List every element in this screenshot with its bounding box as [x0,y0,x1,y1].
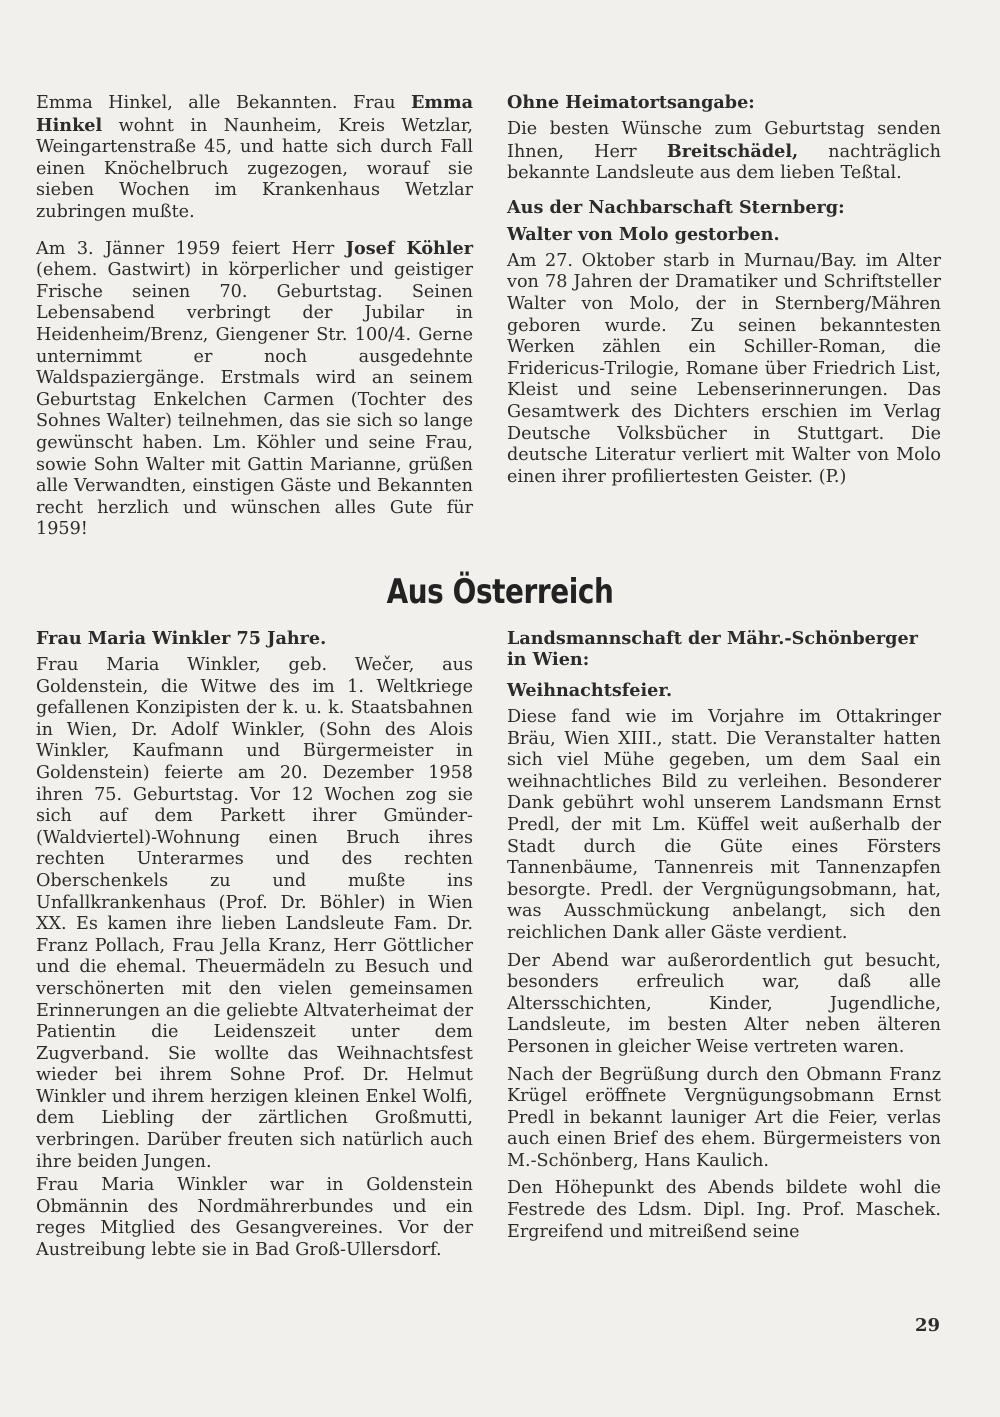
paragraph-josef-koehler: Am 3. Jänner 1959 feiert Herr Josef Köhler (ehem. Gastwirt) in körperlicher und geistiger Frische seinen 70. Geburtstag. Seinen Lebensabend verbringt der Jubilar in Heidenheim/Brenz, Giengener Str. 100/4. Gerne unternimmt er noch ausgedehnte Waldspaziergänge. Erstmals wird an seinem Geburtstag Enkelchen Carmen (Tochter des Sohnes Walter) teilnehmen, das sie sich so lange gewünscht haben. Lm. Köhler und seine Frau, sowie Sohn Walter mit Gattin Marianne, grüßen alle Verwandten, einstigen Gäste und Bekannten recht herzlich und wünschen alles Gute für 1959! [36,237,473,540]
page-number: 29 [914,1315,940,1336]
paragraph-maria-winkler-1: Frau Maria Winkler, geb. Wečer, aus Goldenstein, die Witwe des im 1. Weltkriege gefallenen Konzipisten der k. u. k. Staatsbahnen in Wien, Dr. Adolf Winkler, (Sohn des Alois Winkler, Kaufmann und Bürgermeister in Goldenstein) feierte am 20. Dezember 1958 ihren 75. Geburtstag. Vor 12 Wochen zog sie sich auf dem Parkett ihrer Gmünder-(Waldviertel)-Wohnung einen Bruch ihres rechten Unterarmes und des rechten Oberschenkels zu und mußte ins Unfallkrankenhaus (Prof. Dr. Böhler) in Wien XX. Es kamen ihre lieben Landsleute Fam. Dr. Franz Pollach, Frau Jella Kranz, Herr Göttlicher und die ehemal. Theuermädeln zu Besuch und verschönerten mit den vielen gemeinsamen Erinnerungen an die geliebte Altvaterheimat der Patientin die Leidenszeit unter dem Zugverband. Sie wollte das Weihnachtsfest wieder bei ihrem Sohne Prof. Dr. Helmut Winkler und ihrem herzigen kleinen Enkel Wolfi, dem Liebling der zärtlichen Großmutti, verbringen. Darüber freuten sich natürlich auch ihre beiden Jungen. [36,655,473,1172]
paragraph-emma-hinkel: Emma Hinkel, alle Bekannten. Frau Emma Hinkel wohnt in Naunheim, Kreis Wetzlar, Weingartenstraße 45, und hatte sich durch Fall einen Knöchelbruch zugezogen, worauf sie sieben Wochen im Krankenhaus Wetzlar zubringen mußte. [36,92,473,222]
paragraph-walter-von-molo: Am 27. Oktober starb in Murnau/Bay. im Alter von 78 Jahren der Dramatiker und Schriftsteller Walter von Molo, der in Sternberg/Mähren geboren wurde. Zu seinen bekanntesten Werken zählen ein Schiller-Roman, die Fridericus-Trilogie, Romane über Friedrich List, Kleist und seine Lebenserinnerungen. Das Gesamtwerk des Dichters erschien im Verlag Deutsche Volksbücher in Stuttgart. Die deutsche Literatur verliert mit Walter von Molo einen ihrer profiliertesten Geister. (P.) [507,250,941,487]
top-left-column [36,92,473,547]
heading-maria-winkler: Frau Maria Winkler 75 Jahre. [36,628,327,649]
bottom-left-column [36,628,473,1268]
heading-landsmannschaft: Landsmannschaft der Mähr.-Schönberger in Wien: [507,628,918,670]
bottom-right-column [507,628,941,1249]
heading-ohne-heimatortsangabe: Ohne Heimatortsangabe: [507,92,755,113]
heading-nachbarschaft-sternberg: Aus der Nachbarschaft Sternberg: [507,196,845,218]
heading-weihnachtsfeier: Weihnachtsfeier. [507,680,673,701]
paragraph-weihnachtsfeier-1: Diese fand wie im Vorjahre im Ottakringer Bräu, Wien XIII., statt. Die Veranstalter hatten sich viel Mühe gegeben, um dem Saal ein weihnachtliches Bild zu verleihen. Besonderer Dank gebührt wohl unserem Landsmann Ernst Predl, der mit Lm. Küffel weit außerhalb der Stadt durch die Güte eines Försters Tannenbäume, Tannenreis mit Tannenzapfen besorgte. Predl. der Vergnügungsobmann, hat, was Ausschmückung anbelangt, sich den reichlichen Dank aller Gäste verdient. [507,707,941,943]
paragraph-breitschaedel: Die besten Wünsche zum Geburtstag senden Ihnen, Herr Breitschädel, nachträglich bekannte Landsleute aus dem lieben Teßtal. [507,119,941,184]
heading-walter-von-molo: Walter von Molo gestorben. [507,223,780,245]
paragraph-weihnachtsfeier-2: Der Abend war außerordentlich gut besucht, besonders erfreulich war, daß alle Altersschichten, Kinder, Jugendliche, Landsleute, im besten Alter neben älteren Personen in gleicher Weise vertreten waren. [507,950,941,1057]
section-title: Aus Österreich [386,572,614,612]
paragraph-weihnachtsfeier-4: Den Höhepunkt des Abends bildete wohl die Festrede des Ldsm. Dipl. Ing. Prof. Maschek. Ergreifend und mitreißend seine [507,1178,941,1242]
top-right-column [507,92,941,494]
paragraph-maria-winkler-2: Frau Maria Winkler war in Goldenstein Obmännin des Nordmährerbundes und ein reges Mitglied des Gesangvereines. Vor der Austreibung lebte sie in Bad Groß-Ullersdorf. [36,1175,473,1261]
paragraph-weihnachtsfeier-3: Nach der Begrüßung durch den Obmann Franz Krügel eröffnete Vergnügungsobmann Ernst Predl in bekannt launiger Art die Feier, verlas auch einen Brief des ehem. Bürgermeisters von M.-Schönberg, Hans Kaulich. [507,1064,941,1171]
